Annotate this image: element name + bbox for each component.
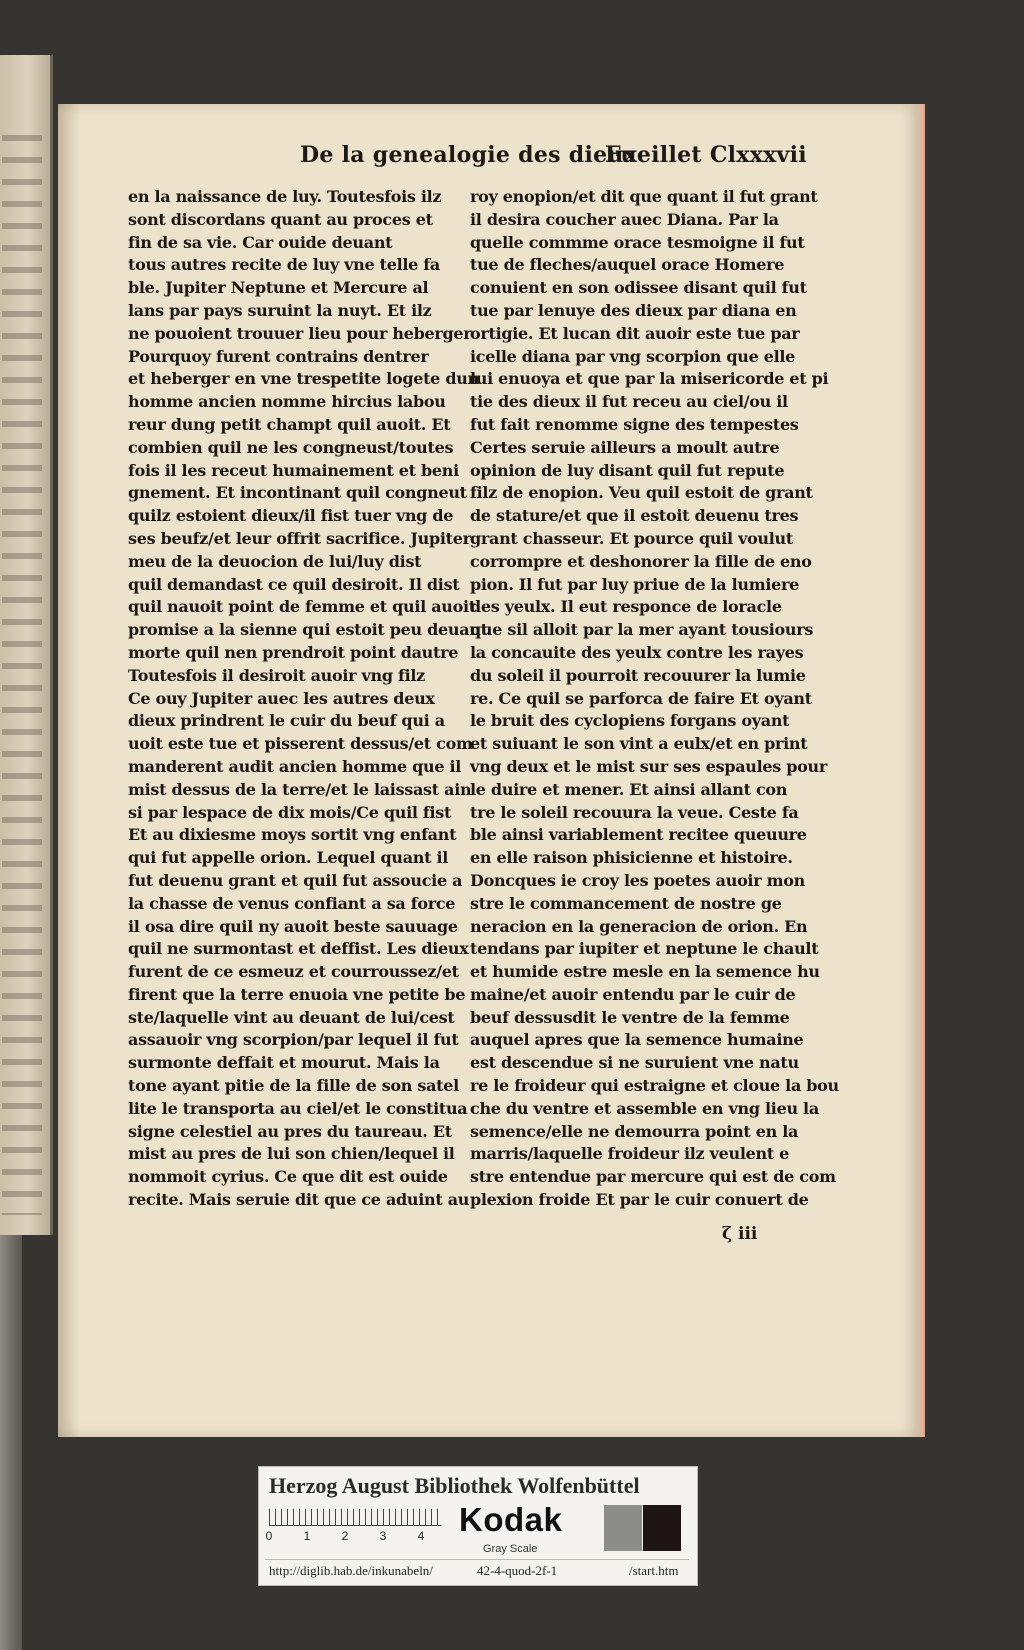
text-line: homme ancien nomme hircius labou (128, 392, 446, 412)
text-line: neracion en la generacion de orion. En (470, 916, 808, 936)
text-line: Certes seruie ailleurs a moult autre (470, 437, 780, 457)
text-line: mist dessus de la terre/et le laissast ain (128, 779, 472, 799)
gray-scale-label: Gray Scale (483, 1543, 538, 1555)
text-column-right (470, 186, 839, 1212)
library-target-card (258, 1466, 698, 1586)
text-line: filz de enopion. Veu quil estoit de grant (470, 483, 813, 503)
text-line: des yeulx. Il eut responce de loracle (470, 597, 782, 617)
kodak-logo: Kodak (459, 1501, 563, 1538)
text-line: mist au pres de lui son chien/lequel il (128, 1144, 455, 1164)
text-line: fut deuenu grant et quil fut assoucie a (128, 870, 463, 890)
measurement-ruler (269, 1503, 441, 1526)
text-line: quil demandast ce quil desiroit. Il dist (128, 574, 460, 594)
text-line: ble ainsi variablement recitee queuure (470, 825, 807, 845)
text-line: que sil alloit par la mer ayant tousiours (470, 620, 814, 640)
text-line: sont discordans quant au proces et (128, 209, 433, 229)
text-line: ses beufz/et leur offrit sacrifice. Jupiter (128, 528, 471, 548)
text-line: roy enopion/et dit que quant il fut grant (470, 187, 818, 206)
text-line: ste/laquelle vint au deuant de lui/cest (128, 1007, 455, 1027)
text-line: stre le commancement de nostre ge (470, 893, 782, 913)
text-line: reur dung petit champt quil auoit. Et (128, 414, 451, 434)
text-line: maine/et auoir entendu par le cuir de (470, 984, 796, 1004)
text-line: marris/laquelle froideur ilz veulent e (470, 1144, 790, 1164)
text-line: Pourquoy furent contrains dentrer (128, 346, 429, 366)
text-line: en elle raison phisicienne et histoire. (470, 848, 793, 868)
start-path: /start.htm (629, 1563, 679, 1578)
text-line: morte quil nen prendroit point dautre (128, 642, 459, 662)
text-line: signe celestiel au pres du taureau. Et (128, 1121, 452, 1141)
text-line: pion. Il fut par luy priue de la lumiere (470, 574, 799, 594)
text-line: semence/elle ne demourra point en la (470, 1121, 799, 1141)
running-head (300, 142, 807, 174)
text-line: et suiuant le son vint a eulx/et en print (470, 734, 808, 754)
text-line: che du ventre et assemble en vng lieu la (470, 1098, 819, 1118)
text-line: il osa dire quil ny auoit beste sauuage (128, 916, 458, 936)
facing-page-fragment (0, 55, 53, 1235)
text-line: fois il les receut humainement et beni (128, 460, 459, 480)
text-line: grant chasseur. Et pource quil voulut (470, 528, 793, 548)
text-line: beuf dessusdit le ventre de la femme (470, 1007, 790, 1027)
text-line: recite. Mais seruie dit que ce aduint au (128, 1190, 470, 1210)
text-line: quilz estoient dieux/il fist tuer vng de (128, 506, 454, 526)
text-line: tie des dieux il fut receu au ciel/ou il (470, 392, 788, 412)
text-line: il desira coucher auec Diana. Par la (470, 209, 779, 229)
text-line: uoit este tue et pisserent dessus/et com (128, 734, 473, 754)
text-column-left (128, 186, 488, 1212)
text-line: et humide estre mesle en la semence hu (470, 962, 820, 982)
text-line: gnement. Et incontinant quil congneut (128, 483, 467, 503)
text-line: ortigie. Et lucan dit auoir este tue par (470, 323, 800, 343)
text-line: de stature/et que il estoit deuenu tres (470, 506, 799, 526)
text-line: Et au dixiesme moys sortit vng enfant (128, 825, 457, 845)
text-line: vng deux et le mist sur ses espaules pour (470, 756, 827, 776)
dark-swatch (643, 1505, 681, 1551)
text-line: tone ayant pitie de la fille de son satel (128, 1076, 459, 1096)
text-line: plexion froide Et par le cuir conuert de (470, 1190, 809, 1210)
text-line: assauoir vng scorpion/par lequel il fut (128, 1030, 459, 1050)
text-line: re le froideur qui estraigne et cloue la bou (470, 1076, 839, 1096)
gray-swatch (604, 1505, 642, 1551)
text-line: stre entendue par mercure qui est de com (470, 1167, 836, 1187)
text-line: quelle commme orace tesmoigne il fut (470, 232, 805, 252)
text-line: furent de ce esmeuz et courroussez/et (128, 962, 459, 982)
text-line: du soleil il pourroit recouurer la lumie (470, 665, 806, 685)
text-line: re. Ce quil se parforca de faire Et oyant (470, 688, 812, 708)
text-line: lite le transporta au ciel/et le constitua (128, 1098, 468, 1118)
book-edge (0, 1235, 22, 1650)
text-line: le bruit des cyclopiens forgans oyant (470, 711, 790, 731)
text-line: Toutesfois il desiroit auoir vng filz (128, 665, 425, 685)
text-line: dieux prindrent le cuir du beuf qui a (128, 711, 445, 731)
text-line: quil nauoit point de femme et quil auoit (128, 597, 476, 617)
text-line: fut fait renomme signe des tempestes (470, 414, 799, 434)
text-line: promise a la sienne qui estoit peu deuant (128, 620, 488, 640)
text-line: tue par lenuye des dieux par diana en (470, 300, 797, 320)
running-head-title: De la genealogie des dieux (300, 142, 638, 168)
ruler-number: 1 (303, 1529, 311, 1543)
library-url: http://diglib.hab.de/inkunabeln/ (269, 1563, 433, 1578)
text-line: surmonte deffait et mourut. Mais la (128, 1053, 440, 1073)
text-line: la chasse de venus confiant a sa force (128, 893, 456, 913)
ruler-number: 0 (265, 1529, 273, 1543)
ruler-number: 2 (341, 1529, 349, 1543)
text-line: est descendue si ne suruient vne natu (470, 1053, 799, 1073)
text-line: en la naissance de luy. Toutesfois ilz (128, 187, 442, 206)
ruler-number: 3 (379, 1529, 387, 1543)
text-line: lui enuoya et que par la misericorde et pi (470, 369, 829, 389)
gutter-shadow (58, 104, 80, 1437)
text-line: si par lespace de dix mois/Ce quil fist (128, 802, 452, 822)
text-line: quil ne surmontast et deffist. Les dieux (128, 939, 469, 959)
text-line: ne pouoient trouuer lieu pour heberger (128, 323, 472, 343)
text-line: corrompre et deshonorer la fille de eno (470, 551, 812, 571)
text-line: icelle diana par vng scorpion que elle (470, 346, 796, 366)
text-line: meu de la deuocion de lui/luy dist (128, 551, 422, 571)
shelfmark: 42-4-quod-2f-1 (477, 1563, 558, 1578)
signature-mark: ζ iii (722, 1224, 758, 1244)
text-line: conuient en son odissee disant quil fut (470, 278, 807, 298)
text-line: tous autres recite de luy vne telle fa (128, 255, 440, 275)
text-line: nommoit cyrius. Ce que dit est ouide (128, 1167, 448, 1187)
text-line: combien quil ne les congneust/toutes (128, 437, 454, 457)
library-name: Herzog August Bibliothek Wolfenbüttel (269, 1473, 640, 1498)
text-line: ble. Jupiter Neptune et Mercure al (128, 278, 429, 298)
text-line: tendans par iupiter et neptune le chault (470, 939, 819, 959)
text-line: le duire et mener. Et ainsi allant con (470, 779, 788, 799)
text-line: opinion de luy disant quil fut repute (470, 460, 785, 480)
text-line: tre le soleil recouura la veue. Ceste fa (470, 802, 799, 822)
facing-page-text-lines (2, 135, 42, 1215)
ruler-number: 4 (417, 1529, 425, 1543)
text-line: auquel apres que la semence humaine (470, 1030, 804, 1050)
text-line: manderent audit ancien homme que il (128, 756, 462, 776)
text-line: lans par pays suruint la nuyt. Et ilz (128, 300, 432, 320)
text-line: et heberger en vne trespetite logete dun (128, 369, 479, 389)
text-line: qui fut appelle orion. Lequel quant il (128, 848, 449, 868)
card-divider (265, 1559, 689, 1560)
text-line: la concauite des yeulx contre les rayes (470, 642, 804, 662)
text-line: firent que la terre enuoia vne petite be (128, 984, 466, 1004)
text-line: Doncques ie croy les poetes auoir mon (470, 870, 805, 890)
text-line: Ce ouy Jupiter auec les autres deux (128, 688, 435, 708)
folio-number: Fueillet Clxxxvii (605, 142, 807, 168)
text-line: tue de fleches/auquel orace Homere (470, 255, 785, 275)
text-line: fin de sa vie. Car ouide deuant (128, 232, 393, 252)
